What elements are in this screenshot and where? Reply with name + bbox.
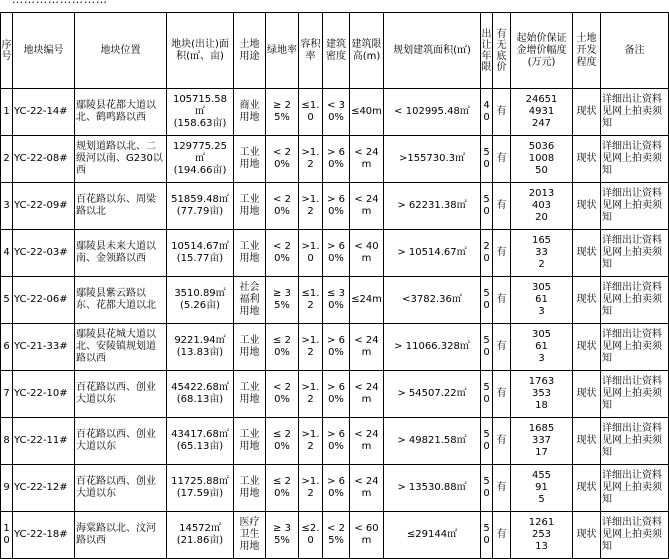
price-deposit-increment [511, 183, 573, 230]
planned-gfa: > 13530.88㎡ [384, 465, 481, 512]
price-deposit-increment [511, 136, 573, 183]
height-limit: < 24m [350, 183, 384, 230]
remarks: 详细出让资料见网上拍卖须知 [601, 230, 669, 277]
parcel-code: YC-22-03# [13, 230, 75, 277]
remarks: 详细出让资料见网上拍卖须知 [601, 89, 669, 136]
land-use: 商业用地 [234, 89, 266, 136]
planned-gfa: > 49821.58㎡ [384, 418, 481, 465]
floor-area-ratio: >1.2 [299, 183, 323, 230]
green-ratio: ≤ 20% [266, 418, 299, 465]
bid-increment: 13 [535, 541, 548, 552]
starting-price: 1685 [528, 423, 555, 434]
price-deposit-increment [511, 465, 573, 512]
col-header-years: 出让年限 [481, 13, 493, 89]
deposit: 1008 [528, 153, 555, 164]
parcel-location: 海棠路以北、汶河路以西 [75, 512, 167, 559]
land-use: 社会福利用地 [234, 277, 266, 324]
parcel-location: 百花路以西、创业大道以东 [75, 371, 167, 418]
parcel-location: 百花路以西、创业大道以东 [75, 465, 167, 512]
planned-gfa: > 11066.328㎡ [384, 324, 481, 371]
area-mu: (17.59亩) [176, 488, 224, 499]
table-row [1, 230, 669, 277]
reserve-price-flag: 有 [493, 324, 511, 371]
deposit: 353 [531, 388, 552, 399]
parcel-code: YC-22-06# [13, 277, 75, 324]
area-mu: (65.13亩) [176, 441, 224, 452]
col-header-reserve: 有无底价 [493, 13, 511, 89]
lease-years: 50 [481, 136, 493, 183]
table-row [1, 512, 669, 559]
table-row [1, 324, 669, 371]
col-header-location: 地块位置 [75, 13, 167, 89]
deposit: 253 [531, 529, 552, 540]
bid-increment: 2 [538, 259, 545, 270]
building-density: < 30% [323, 89, 350, 136]
development-level: 现状 [573, 230, 601, 277]
parcel-code: YC-22-18# [13, 512, 75, 559]
price-deposit-increment [511, 418, 573, 465]
floor-area-ratio: ≤1.0 [299, 89, 323, 136]
height-limit: < 40m [350, 230, 384, 277]
area-mu: (5.26亩) [179, 300, 221, 311]
parcel-code: YC-22-14# [13, 89, 75, 136]
remarks: 详细出让资料见网上拍卖须知 [601, 277, 669, 324]
lease-years: 50 [481, 277, 493, 324]
reserve-price-flag: 有 [493, 465, 511, 512]
land-use: 工业用地 [234, 465, 266, 512]
parcel-location: 百花路以东、周梁路以北 [75, 183, 167, 230]
building-density: > 60% [323, 136, 350, 183]
col-header-index: 序号 [1, 13, 13, 89]
green-ratio: < 20% [266, 371, 299, 418]
area-mu: (158.63亩) [173, 118, 227, 129]
table-body [1, 89, 669, 559]
land-use: 工业用地 [234, 136, 266, 183]
remarks: 详细出让资料见网上拍卖须知 [601, 371, 669, 418]
price-deposit-increment [511, 371, 573, 418]
deposit: 403 [531, 200, 552, 211]
green-ratio: ≤ 20% [266, 465, 299, 512]
floor-area-ratio: ≤1.2 [299, 277, 323, 324]
planned-gfa: <3782.36㎡ [384, 277, 481, 324]
land-use: 工业用地 [234, 183, 266, 230]
deposit: 4931 [528, 106, 555, 117]
parcel-code: YC-22-08# [13, 136, 75, 183]
parcel-location: 百花路以西、创业大道以东 [75, 418, 167, 465]
lease-years: 50 [481, 512, 493, 559]
floor-area-ratio: >1.2 [299, 371, 323, 418]
building-density: > 60% [323, 465, 350, 512]
parcel-area [167, 183, 234, 230]
bid-increment: 3 [538, 353, 545, 364]
planned-gfa: ≤29144㎡ [384, 512, 481, 559]
land-use: 工业用地 [234, 230, 266, 277]
row-index: 6 [1, 324, 13, 371]
floor-area-ratio: >1.0 [299, 230, 323, 277]
height-limit: < 24m [350, 371, 384, 418]
bid-increment: 3 [538, 306, 545, 317]
parcel-area [167, 136, 234, 183]
row-index: 5 [1, 277, 13, 324]
lease-years: 40 [481, 89, 493, 136]
building-density: ≤ 30% [323, 277, 350, 324]
table-row [1, 371, 669, 418]
lease-years: 50 [481, 183, 493, 230]
parcel-area [167, 277, 234, 324]
planned-gfa: > 54507.22㎡ [384, 371, 481, 418]
remarks: 详细出让资料见网上拍卖须知 [601, 324, 669, 371]
starting-price: 24651 [525, 94, 558, 105]
price-deposit-increment [511, 324, 573, 371]
green-ratio: ≥ 25% [266, 89, 299, 136]
starting-price: 455 [531, 470, 552, 481]
area-mu: (15.77亩) [176, 253, 224, 264]
green-ratio: < 20% [266, 136, 299, 183]
planned-gfa: > 62231.38㎡ [384, 183, 481, 230]
development-level: 现状 [573, 371, 601, 418]
height-limit: < 24m [350, 136, 384, 183]
green-ratio: ≤ 20% [266, 324, 299, 371]
planned-gfa: > 10514.67㎡ [384, 230, 481, 277]
col-header-dev-level: 土地开发程度 [573, 13, 601, 89]
row-index: 4 [1, 230, 13, 277]
table-row [1, 418, 669, 465]
table-row [1, 277, 669, 324]
starting-price: 1763 [528, 376, 555, 387]
reserve-price-flag: 有 [493, 89, 511, 136]
land-parcel-table [0, 12, 669, 559]
row-index: 8 [1, 418, 13, 465]
row-index: 1 [1, 89, 13, 136]
building-density: > 60% [323, 418, 350, 465]
col-header-far: 容积率 [299, 13, 323, 89]
reserve-price-flag: 有 [493, 277, 511, 324]
lease-years: 50 [481, 371, 493, 418]
parcel-location: 鄢陵县花都大道以北、鹤鸣路以西 [75, 89, 167, 136]
area-sqm: 9221.94㎡ [174, 335, 226, 346]
building-density: < 25% [323, 512, 350, 559]
col-header-height-limit: 建筑限高(m) [350, 13, 384, 89]
starting-price: 305 [531, 329, 552, 340]
cut-off-text [12, 0, 108, 6]
parcel-location: 鄢陵县紫云路以东、花都大道以北 [75, 277, 167, 324]
col-header-price: 起始价保证金增价幅度(万元) [511, 13, 573, 89]
development-level: 现状 [573, 324, 601, 371]
col-header-density: 建筑密度 [323, 13, 350, 89]
deposit: 337 [531, 435, 552, 446]
table-row [1, 465, 669, 512]
area-mu: (13.83亩) [176, 347, 224, 358]
green-ratio: < 20% [266, 230, 299, 277]
col-header-green-ratio: 绿地率 [266, 13, 299, 89]
development-level: 现状 [573, 277, 601, 324]
parcel-code: YC-22-12# [13, 465, 75, 512]
starting-price: 5036 [528, 141, 555, 152]
floor-area-ratio: >1.2 [299, 136, 323, 183]
height-limit: < 60m [350, 512, 384, 559]
starting-price: 1261 [528, 517, 555, 528]
col-header-code: 地块编号 [13, 13, 75, 89]
remarks: 详细出让资料见网上拍卖须知 [601, 512, 669, 559]
bid-increment: 17 [535, 447, 548, 458]
parcel-location: 鄢陵县花城大道以北、安陵镇规划道路以西 [75, 324, 167, 371]
area-sqm: 51859.48㎡ [171, 194, 229, 205]
bid-increment: 50 [535, 165, 548, 176]
remarks: 详细出让资料见网上拍卖须知 [601, 418, 669, 465]
reserve-price-flag: 有 [493, 136, 511, 183]
area-mu: (68.13亩) [176, 394, 224, 405]
area-sqm: 105715.58㎡ [172, 94, 228, 117]
parcel-area [167, 371, 234, 418]
deposit: 61 [535, 294, 548, 305]
area-sqm: 129775.25㎡ [172, 141, 228, 164]
height-limit: ≤24m [350, 277, 384, 324]
col-header-area: 地块(出让)面积(㎡、亩) [167, 13, 234, 89]
deposit: 61 [535, 341, 548, 352]
area-sqm: 11725.88㎡ [171, 476, 229, 487]
parcel-location: 规划道路以北、二级河以南、G230以西 [75, 136, 167, 183]
development-level: 现状 [573, 89, 601, 136]
parcel-code: YC-22-11# [13, 418, 75, 465]
land-use: 医疗卫生用地 [234, 512, 266, 559]
remarks: 详细出让资料见网上拍卖须知 [601, 136, 669, 183]
floor-area-ratio: >1.2 [299, 324, 323, 371]
table-row [1, 183, 669, 230]
green-ratio: < 20% [266, 183, 299, 230]
parcel-area [167, 230, 234, 277]
parcel-area [167, 89, 234, 136]
green-ratio: ≥ 35% [266, 512, 299, 559]
area-sqm: 10514.67㎡ [171, 241, 229, 252]
remarks: 详细出让资料见网上拍卖须知 [601, 183, 669, 230]
bid-increment: 247 [531, 118, 552, 129]
parcel-location: 鄢陵县未来大道以南、金领路以西 [75, 230, 167, 277]
planned-gfa: < 102995.48㎡ [384, 89, 481, 136]
lease-years: 50 [481, 324, 493, 371]
parcel-code: YC-21-33# [13, 324, 75, 371]
col-header-remarks: 备注 [601, 13, 669, 89]
starting-price: 2013 [528, 188, 555, 199]
building-density: > 60% [323, 230, 350, 277]
parcel-area [167, 418, 234, 465]
table-row [1, 89, 669, 136]
floor-area-ratio: >1.2 [299, 465, 323, 512]
starting-price: 165 [531, 235, 552, 246]
development-level: 现状 [573, 136, 601, 183]
height-limit: < 24m [350, 418, 384, 465]
reserve-price-flag: 有 [493, 183, 511, 230]
planned-gfa: >155730.3㎡ [384, 136, 481, 183]
development-level: 现状 [573, 465, 601, 512]
building-density: > 60% [323, 183, 350, 230]
parcel-area [167, 512, 234, 559]
bid-increment: 5 [538, 494, 545, 505]
row-index: 7 [1, 371, 13, 418]
price-deposit-increment [511, 512, 573, 559]
price-deposit-increment [511, 230, 573, 277]
development-level: 现状 [573, 418, 601, 465]
price-deposit-increment [511, 89, 573, 136]
row-index: 10 [1, 512, 13, 559]
row-index: 9 [1, 465, 13, 512]
col-header-use: 土地用途 [234, 13, 266, 89]
price-deposit-increment [511, 277, 573, 324]
cut-off-header-text [0, 0, 637, 12]
development-level: 现状 [573, 512, 601, 559]
parcel-area [167, 324, 234, 371]
parcel-code: YC-22-09# [13, 183, 75, 230]
area-sqm: 14572㎡ [179, 523, 221, 534]
area-sqm: 45422.68㎡ [171, 382, 229, 393]
row-index: 2 [1, 136, 13, 183]
parcel-code: YC-22-10# [13, 371, 75, 418]
col-header-gfa: 规划建筑面积(㎡) [384, 13, 481, 89]
reserve-price-flag: 有 [493, 418, 511, 465]
green-ratio: ≥ 35% [266, 277, 299, 324]
land-use: 工业用地 [234, 324, 266, 371]
building-density: > 60% [323, 324, 350, 371]
deposit: 33 [535, 247, 548, 258]
reserve-price-flag: 有 [493, 512, 511, 559]
reserve-price-flag: 有 [493, 371, 511, 418]
lease-years: 20 [481, 230, 493, 277]
land-use: 工业用地 [234, 418, 266, 465]
land-use: 工业用地 [234, 371, 266, 418]
remarks: 详细出让资料见网上拍卖须知 [601, 465, 669, 512]
development-level: 现状 [573, 183, 601, 230]
floor-area-ratio: ≤2.0 [299, 512, 323, 559]
area-mu: (194.66亩) [173, 165, 227, 176]
floor-area-ratio: >1.2 [299, 418, 323, 465]
bid-increment: 20 [535, 212, 548, 223]
table-row [1, 136, 669, 183]
lease-years: 50 [481, 418, 493, 465]
deposit: 91 [535, 482, 548, 493]
building-density: > 60% [323, 371, 350, 418]
height-limit: ≤40m [350, 89, 384, 136]
reserve-price-flag: 有 [493, 230, 511, 277]
starting-price: 305 [531, 282, 552, 293]
area-mu: (77.79亩) [176, 206, 224, 217]
parcel-area [167, 465, 234, 512]
table-header [1, 13, 669, 89]
area-sqm: 43417.68㎡ [171, 429, 229, 440]
height-limit: < 24m [350, 465, 384, 512]
row-index: 3 [1, 183, 13, 230]
area-mu: (21.86亩) [176, 535, 224, 546]
lease-years: 50 [481, 465, 493, 512]
height-limit: < 24m [350, 324, 384, 371]
area-sqm: 3510.89㎡ [174, 288, 226, 299]
bid-increment: 18 [535, 400, 548, 411]
